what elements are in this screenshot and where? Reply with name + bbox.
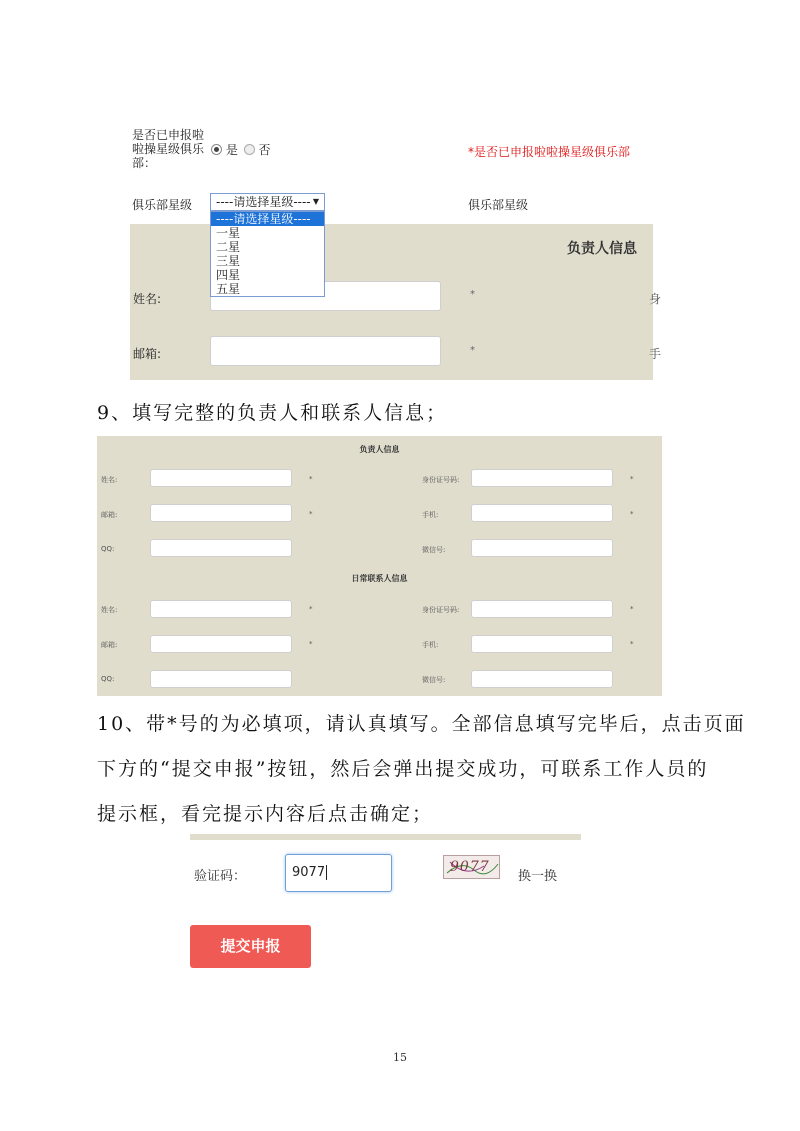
owner-phone-label: 手机:	[422, 511, 439, 519]
captcha-label: 验证码：	[194, 869, 247, 884]
level-select[interactable]	[210, 193, 325, 211]
owner-section-title: 负责人信息	[359, 445, 400, 454]
contact-id-input[interactable]	[471, 600, 613, 618]
contact-email-label: 邮箱:	[101, 641, 118, 649]
contact-phone-label: 手机:	[422, 641, 439, 649]
required-mark: *	[470, 345, 475, 356]
contact-section-title: 日常联系人信息	[351, 574, 408, 583]
id-label-cut: 身	[649, 292, 662, 306]
club-question-label: 是否已申报啦啦操星级俱乐部：	[132, 128, 205, 170]
captcha-image-text: 9077	[450, 859, 490, 875]
phone-label-cut: 手	[649, 347, 662, 361]
owner-id-input[interactable]	[471, 469, 613, 487]
level-option[interactable]: ----请选择星级----	[211, 212, 324, 226]
radio-yes-label: 是	[225, 143, 238, 157]
level-option[interactable]: 五星	[216, 282, 241, 296]
level-label: 俱乐部星级	[132, 198, 193, 212]
required-mark: *	[630, 640, 634, 648]
required-mark: *	[630, 605, 634, 613]
submit-button[interactable]: 提交申报	[190, 925, 311, 968]
owner-qq-label: QQ:	[101, 545, 115, 553]
contact-info-panel	[97, 436, 662, 696]
captcha-image[interactable]	[443, 855, 500, 879]
contact-name-input[interactable]	[150, 600, 292, 618]
required-mark: *	[309, 640, 313, 648]
email-input[interactable]	[210, 336, 441, 366]
owner-name-label: 姓名:	[101, 476, 118, 484]
required-mark: *	[309, 510, 313, 518]
panel-bottom-strip	[190, 834, 581, 840]
owner-phone-input[interactable]	[471, 504, 613, 522]
contact-id-label: 身份证号码:	[422, 606, 460, 614]
required-mark: *	[309, 475, 313, 483]
name-label: 姓名:	[133, 292, 162, 306]
step-9-text: 9、填写完整的负责人和联系人信息；	[97, 402, 448, 424]
level-option[interactable]: 一星	[216, 226, 241, 240]
contact-wechat-input[interactable]	[471, 670, 613, 688]
captcha-input[interactable]	[285, 854, 392, 892]
required-mark: *	[630, 475, 634, 483]
page-number: 15	[393, 1051, 407, 1064]
contact-qq-label: QQ:	[101, 675, 115, 683]
club-warning-text: *是否已申报啦啦操星级俱乐部	[468, 145, 631, 159]
email-label: 邮箱:	[133, 347, 162, 361]
level-option[interactable]: 三星	[216, 254, 241, 268]
chevron-down-icon: ▼	[312, 197, 319, 206]
owner-email-label: 邮箱:	[101, 511, 118, 519]
contact-email-input[interactable]	[150, 635, 292, 653]
owner-wechat-label: 微信号:	[422, 546, 446, 554]
required-mark: *	[630, 510, 634, 518]
contact-qq-input[interactable]	[150, 670, 292, 688]
owner-qq-input[interactable]	[150, 539, 292, 557]
owner-name-input[interactable]	[150, 469, 292, 487]
refresh-captcha-link[interactable]: 换一换	[518, 869, 558, 884]
required-mark: *	[470, 289, 475, 300]
radio-yes[interactable]	[211, 144, 222, 155]
owner-wechat-input[interactable]	[471, 539, 613, 557]
level-option[interactable]: 二星	[216, 240, 241, 254]
contact-wechat-label: 微信号:	[422, 676, 446, 684]
contact-phone-input[interactable]	[471, 635, 613, 653]
step-10-line-2: 下方的“提交申报”按钮，然后会弹出提交成功，可联系工作人员的	[97, 758, 709, 780]
contact-name-label: 姓名:	[101, 606, 118, 614]
level-select-value: ----请选择星级----	[216, 195, 311, 209]
radio-no-label: 否	[258, 143, 271, 157]
club-radio-group	[211, 143, 271, 157]
level-hint: 俱乐部星级	[468, 198, 529, 212]
owner-id-label: 身份证号码:	[422, 476, 460, 484]
required-mark: *	[309, 605, 313, 613]
owner-email-input[interactable]	[150, 504, 292, 522]
level-option[interactable]: 四星	[216, 268, 241, 282]
radio-no[interactable]	[244, 144, 255, 155]
level-dropdown-list	[210, 211, 325, 297]
step-10-line-1: 10、带*号的为必填项，请认真填写。全部信息填写完毕后，点击页面	[97, 713, 746, 735]
captcha-input-value: 9077	[292, 865, 326, 880]
section-title: 负责人信息	[567, 241, 637, 257]
step-10-line-3: 提示框，看完提示内容后点击确定；	[97, 803, 434, 825]
